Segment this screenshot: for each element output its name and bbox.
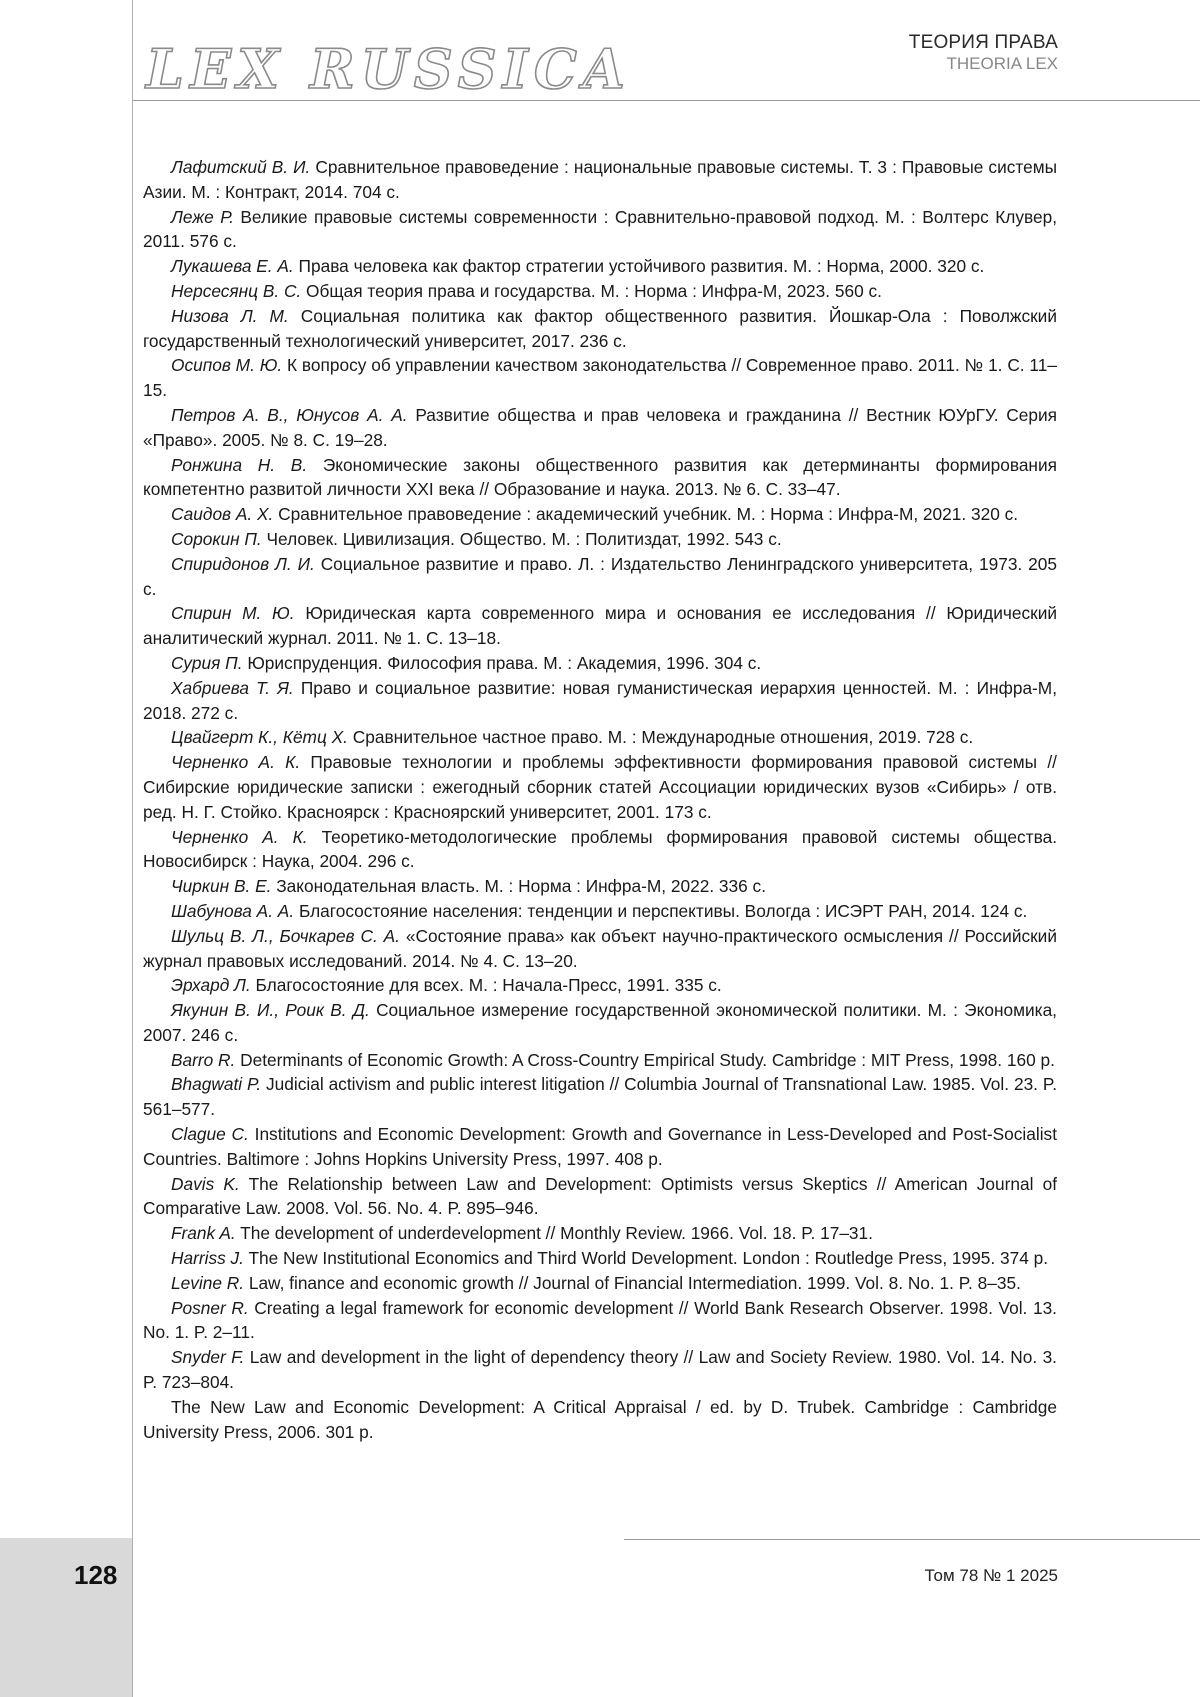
reference-text: Социальное измерение государственной экономической политики. М. : Эко­номика, 2007. 246 с. (143, 1000, 1057, 1045)
reference-text: Экономические законы общественного развития как детерминанты формирования компетентно развитой личности XXI века // Образование и наука. 2013. № 6. С. 33–47. (143, 455, 1057, 500)
reference-author: Ронжина Н. В. (171, 455, 307, 475)
reference-item (143, 1296, 1057, 1346)
page-number: 128 (74, 1560, 117, 1591)
reference-item (143, 601, 1057, 651)
reference-item (143, 825, 1057, 875)
reference-item (143, 1395, 1057, 1445)
reference-text: Determinants of Economic Growth: A Cross-Country Empirical Study. Cambridge : MIT Press, 1998. 160 p. (240, 1050, 1055, 1070)
reference-text: Creating a legal framework for economic development // World Bank Research Observer. 1998. Vol. 13. No. 1. P. 2–11. (143, 1298, 1057, 1343)
reference-text: Благосостояние населения: тенденции и перспективы. Вологда : ИСЭРТ РАН, 2014. 124 с. (299, 901, 1027, 921)
reference-author: Спирин М. Ю. (171, 603, 295, 623)
reference-author: Черненко А. К. (171, 752, 300, 772)
reference-author: Петров А. В., Юнусов А. А. (171, 405, 408, 425)
reference-author: Шабунова А. А. (171, 901, 294, 921)
gutter-divider (132, 0, 133, 1697)
reference-text: Благосостояние для всех. М. : Начала-Пресс, 1991. 335 с. (256, 975, 722, 995)
reference-text: Права человека как фактор стратегии устойчивого развития. М. : Норма, 2000. 320 с. (299, 256, 985, 276)
reference-item (143, 1048, 1057, 1073)
reference-item (143, 750, 1057, 824)
reference-text: Великие правовые системы современности : Сравнительно-правовой подход. М. : Волтерс Клувер, 2011. 576 с. (143, 207, 1057, 252)
reference-author: Осипов М. Ю. (171, 355, 282, 375)
reference-text: Человек. Цивилизация. Общество. М. : Политиздат, 1992. 543 с. (267, 529, 782, 549)
reference-author: Спиридонов Л. И. (171, 554, 315, 574)
reference-author: Лукашева Е. А. (171, 256, 294, 276)
reference-text: Law and development in the light of dependency theory // Law and Society Review. 1980. Vol. 14. No. 3. P. 723–804. (143, 1347, 1057, 1392)
reference-author: Clague C. (171, 1124, 249, 1144)
reference-item (143, 502, 1057, 527)
reference-item (143, 651, 1057, 676)
reference-author: Шульц В. Л., Бочкарев С. А. (171, 926, 400, 946)
footer-divider (624, 1539, 1200, 1540)
reference-text: Теоретико-методологические проблемы формирования правовой системы общества. Новосибирск : Наука, 2004. 296 с. (143, 827, 1057, 872)
reference-item (143, 279, 1057, 304)
reference-text: The development of underdevelopment // Monthly Review. 1966. Vol. 18. P. 17–31. (240, 1223, 873, 1243)
reference-text: Сравнительное правоведение : академический учебник. М. : Норма : Инфра-М, 2021. 320 с. (278, 504, 1018, 524)
reference-item (143, 899, 1057, 924)
reference-author: Нерсесянц В. С. (171, 281, 301, 301)
reference-item (143, 973, 1057, 998)
reference-text: The New Institutional Economics and Third World Development. London : Routledge Press, 1995. 374 p. (248, 1248, 1048, 1268)
reference-author: Леже Р. (171, 207, 234, 227)
reference-item (143, 874, 1057, 899)
reference-text: The New Law and Economic Development: A Critical Appraisal / ed. by D. Trubek. Cambridge : Cambridge University Press, 2006. 301 p. (143, 1397, 1057, 1442)
reference-author: Цвайгерт К., Кётц Х. (171, 727, 348, 747)
reference-author: Posner R. (171, 1298, 249, 1318)
reference-item (143, 254, 1057, 279)
reference-text: Социальное развитие и право. Л. : Издательство Ленинградского университета, 1973. 205 с. (143, 554, 1057, 599)
journal-logo: LEX RUSSICA (146, 42, 631, 96)
left-gutter (0, 0, 132, 1697)
reference-author: Snyder F. (171, 1347, 244, 1367)
reference-item (143, 1271, 1057, 1296)
reference-author: Лафитский В. И. (171, 157, 310, 177)
reference-text: Judicial activism and public interest litigation // Columbia Journal of Transnational Law. 1985. Vol. 23. P. 561–577. (143, 1074, 1057, 1119)
reference-item (143, 205, 1057, 255)
reference-text: Законодательная власть. М. : Норма : Инфра-М, 2022. 336 с. (276, 876, 766, 896)
reference-item (143, 304, 1057, 354)
reference-item (143, 155, 1057, 205)
reference-item (143, 353, 1057, 403)
reference-item (143, 924, 1057, 974)
reference-author: Bhagwati P. (171, 1074, 261, 1094)
reference-author: Levine R. (171, 1273, 244, 1293)
section-subtitle: THEORIA LEX (909, 54, 1058, 74)
reference-author: Чиркин В. Е. (171, 876, 271, 896)
reference-text: Law, finance and economic growth // Journal of Financial Intermediation. 1999. Vol. 8. No. 1. P. 8–35. (249, 1273, 1021, 1293)
reference-author: Сурия П. (171, 653, 243, 673)
reference-item (143, 1172, 1057, 1222)
reference-author: Якунин В. И., Роик В. Д. (171, 1000, 370, 1020)
reference-author: Frank A. (171, 1223, 236, 1243)
reference-text: The Relationship between Law and Development: Optimists versus Skeptics // American Journal of Comparative Law. 2008. Vol. 56. No. 4. P. 895–946. (143, 1174, 1057, 1219)
reference-item (143, 1221, 1057, 1246)
reference-item (143, 1345, 1057, 1395)
reference-author: Черненко А. К. (171, 827, 308, 847)
reference-author: Низова Л. М. (171, 306, 289, 326)
reference-text: Социальная политика как фактор общественного развития. Йошкар-Ола : Поволжский государственный технологический университет, 2017. 236 с. (143, 306, 1057, 351)
reference-text: Юридическая карта современного мира и основания ее исследования // Юридический аналитический журнал. 2011. № 1. С. 13–18. (143, 603, 1057, 648)
reference-item (143, 1072, 1057, 1122)
reference-item (143, 1122, 1057, 1172)
issue-info: Том 78 № 1 2025 (924, 1566, 1058, 1586)
reference-author: Эрхард Л. (171, 975, 251, 995)
reference-text: Общая теория права и государства. М. : Норма : Инфра-М, 2023. 560 с. (306, 281, 882, 301)
reference-item (143, 453, 1057, 503)
reference-text: Развитие общества и прав человека и гражданина // Вестник ЮУрГУ. Серия «Право». 2005. № 8. С. 19–28. (143, 405, 1057, 450)
reference-author: Harriss J. (171, 1248, 244, 1268)
reference-item (143, 552, 1057, 602)
reference-item (143, 676, 1057, 726)
reference-author: Саидов А. Х. (171, 504, 273, 524)
reference-list (143, 155, 1057, 1444)
reference-text: Юриспруденция. Философия права. М. : Академия, 1996. 304 с. (247, 653, 761, 673)
reference-text: Institutions and Economic Development: Growth and Governance in Less-Developed and Post-Socialist Countries. Baltimore : Johns Hopkins University Press, 1997. 408 p. (143, 1124, 1057, 1169)
section-title: ТЕОРИЯ ПРАВА (909, 32, 1058, 54)
reference-text: Право и социальное развитие: новая гуманистическая иерархия ценностей. М. : Инфра-М, 2018. 272 с. (143, 678, 1057, 723)
reference-author: Barro R. (171, 1050, 235, 1070)
reference-item (143, 725, 1057, 750)
reference-text: Правовые технологии и проблемы эффективности формирования правовой системы // Сибирские юридические записки : ежегодный сборник статей Ассоциации юридических вузов «Сибирь» / отв. ред. Н. Г. Стойко. Красноярск : Красноярский университет, 2001. 173 с. (143, 752, 1057, 822)
reference-text: К вопросу об управлении качеством законодательства // Современное право. 2011. № 1. С. 11–15. (143, 355, 1057, 400)
section-heading (909, 32, 1058, 73)
reference-text: Сравнительное правоведение : национальные правовые системы. Т. 3 : Правовые системы Азии. М. : Контракт, 2014. 704 с. (143, 157, 1057, 202)
reference-item (143, 403, 1057, 453)
header-divider (133, 100, 1200, 101)
reference-item (143, 1246, 1057, 1271)
reference-item (143, 998, 1057, 1048)
reference-item (143, 527, 1057, 552)
reference-text: Сравнительное частное право. М. : Международные отношения, 2019. 728 с. (353, 727, 973, 747)
reference-author: Хабриева Т. Я. (171, 678, 294, 698)
reference-author: Davis K. (171, 1174, 240, 1194)
reference-author: Сорокин П. (171, 529, 262, 549)
reference-text: «Состояние права» как объект научно-практического осмысления // Россий­ский журнал правовых исследований. 2014. № 4. С. 13–20. (143, 926, 1057, 971)
